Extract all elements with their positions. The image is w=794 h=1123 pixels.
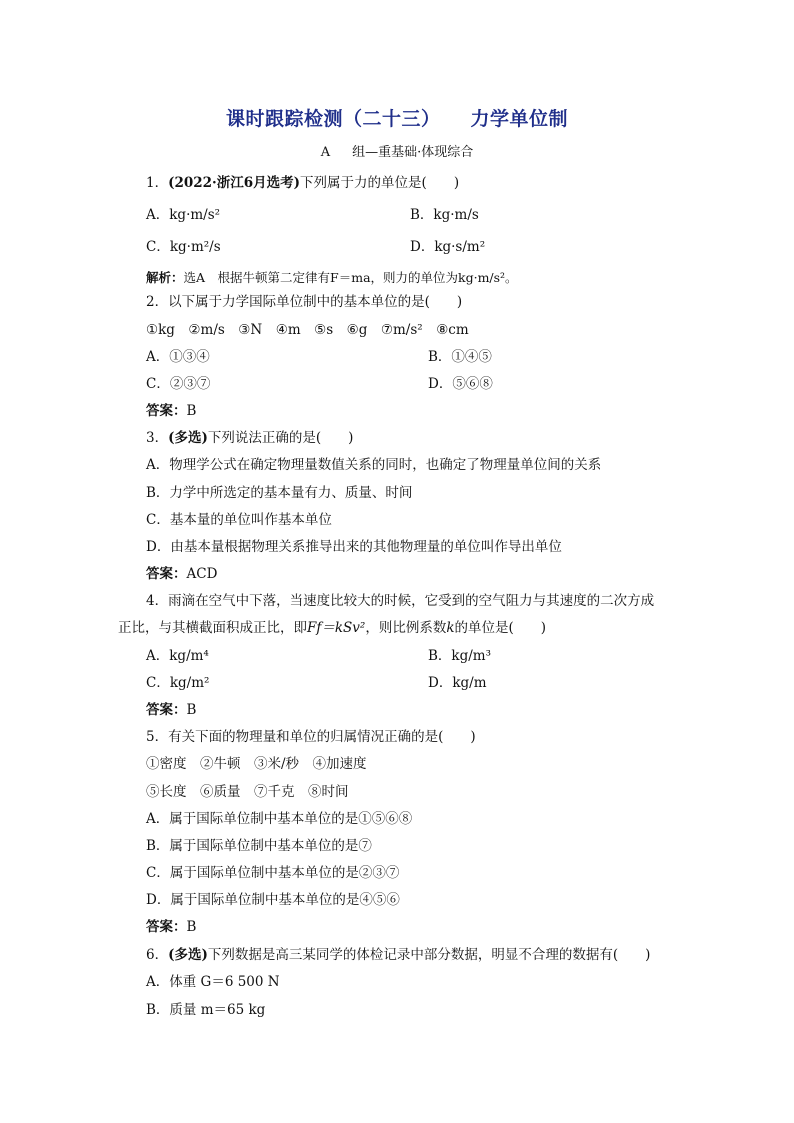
q3-answer: 答案：ACD xyxy=(146,566,218,582)
page-title xyxy=(0,104,794,131)
q1-option-a: A．kg·m/s² xyxy=(146,207,221,223)
title-main: 课时跟踪检测（二十三） xyxy=(225,108,441,130)
q4-option-a: A．kg/m⁴ xyxy=(146,648,209,664)
q6-option-a: A．体重 G＝6 500 N xyxy=(146,974,280,990)
q4-stem-line2: 正比，与其横截面积成正比，即Ff＝kSv²，则比例系数k的单位是( ) xyxy=(118,620,547,636)
section-desc: 组—重基础·体现综合 xyxy=(352,145,474,160)
q4-answer: 答案：B xyxy=(146,702,197,718)
q4-option-d: D．kg/m xyxy=(428,675,487,691)
section-heading xyxy=(0,141,794,160)
q3-option-a: A．物理学公式在确定物理量数值关系的同时，也确定了物理量单位间的关系 xyxy=(146,457,602,473)
q1-option-d: D．kg·s/m² xyxy=(410,239,486,255)
q2-option-d: D．⑤⑥⑧ xyxy=(428,376,493,392)
q5-option-c: C．属于国际单位制中基本单位的是②③⑦ xyxy=(146,865,400,881)
q3-stem: 3．(多选)下列说法正确的是( ) xyxy=(146,430,354,446)
section-letter: A xyxy=(320,145,331,160)
title-sub: 力学单位制 xyxy=(470,108,569,130)
q1-analysis: 解析：选A 根据牛顿第二定律有F＝ma，则力的单位为kg·m/s²。 xyxy=(146,270,518,285)
q1-stem: 1．(2022·浙江6月选考)下列属于力的单位是( ) xyxy=(146,175,460,191)
q2-option-b: B．①④⑤ xyxy=(428,349,492,365)
q4-stem-line1: 4．雨滴在空气中下落，当速度比较大的时候，它受到的空气阻力与其速度的二次方成 xyxy=(146,593,655,609)
q4-option-b: B．kg/m³ xyxy=(428,648,492,664)
q2-option-a: A．①③④ xyxy=(146,349,210,365)
q2-answer: 答案：B xyxy=(146,403,197,419)
q4-formula: Ff＝kSv² xyxy=(307,620,366,636)
q2-stem: 2．以下属于力学国际单位制中的基本单位的是( ) xyxy=(146,294,463,310)
q2-items: ①kg ②m/s ③N ④m ⑤s ⑥g ⑦m/s² ⑧cm xyxy=(146,322,469,338)
q1-source: (2022·浙江6月选考) xyxy=(168,175,301,191)
q5-items-1: ①密度 ②牛顿 ③米/秒 ④加速度 xyxy=(146,756,367,772)
q5-answer: 答案：B xyxy=(146,919,197,935)
q5-option-d: D．属于国际单位制中基本单位的是④⑤⑥ xyxy=(146,892,400,908)
q5-items-2: ⑤长度 ⑥质量 ⑦千克 ⑧时间 xyxy=(146,784,349,800)
q1-option-b: B．kg·m/s xyxy=(410,207,479,223)
q2-option-c: C．②③⑦ xyxy=(146,376,211,392)
q5-option-a: A．属于国际单位制中基本单位的是①⑤⑥⑧ xyxy=(146,811,413,827)
q5-option-b: B．属于国际单位制中基本单位的是⑦ xyxy=(146,838,372,854)
q1-option-c: C．kg·m²/s xyxy=(146,239,221,255)
q6-stem: 6．(多选)下列数据是高三某同学的体检记录中部分数据，明显不合理的数据有( ) xyxy=(146,947,651,963)
q5-stem: 5．有关下面的物理量和单位的归属情况正确的是( ) xyxy=(146,729,476,745)
q6-option-b: B．质量 m＝65 kg xyxy=(146,1002,266,1018)
q3-option-c: C．基本量的单位叫作基本单位 xyxy=(146,512,332,528)
q4-option-c: C．kg/m² xyxy=(146,675,210,691)
q3-option-b: B．力学中所选定的基本量有力、质量、时间 xyxy=(146,485,413,501)
q3-option-d: D．由基本量根据物理关系推导出来的其他物理量的单位叫作导出单位 xyxy=(146,539,562,555)
